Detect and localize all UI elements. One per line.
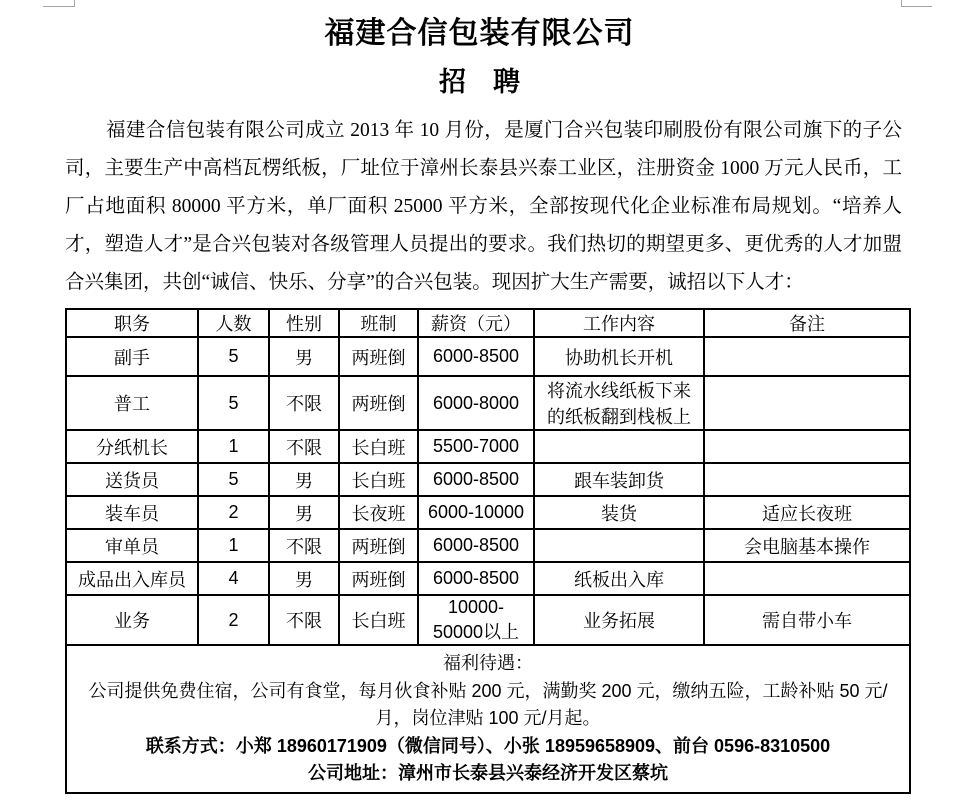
cell-position: 副手 xyxy=(66,337,198,376)
cell-salary: 5500-7000 xyxy=(418,430,534,463)
cell-headcount: 4 xyxy=(198,562,269,595)
cell-notes xyxy=(704,463,910,496)
margin-mark-top-left xyxy=(43,0,75,7)
intro-paragraph: 福建合信包装有限公司成立 2013 年 10 月份，是厦门合兴包装印刷股份有限公司旗下的子公司，主要生产中高档瓦楞纸板，厂址位于漳州长泰县兴泰工业区，注册资金 1000 万元人民币，工厂占地面积 80000 平方米，单厂面积 25000 平方米，全部按现代化企业标准布局规划。“培养人才，塑造人才”是合兴包装对各级管理人员提出的要求。我们热切的期望更多、更优秀的人才加盟合兴集团，共创“诚信、快乐、分享”的合兴包装。现因扩大生产需要，诚招以下人才： xyxy=(65,120,902,293)
cell-salary: 6000-10000 xyxy=(418,496,534,529)
table-row xyxy=(66,529,910,562)
col-header-gender: 性别 xyxy=(269,309,339,337)
cell-gender: 不限 xyxy=(269,430,339,463)
cell-salary: 6000-8500 xyxy=(418,562,534,595)
cell-gender: 男 xyxy=(269,337,339,376)
cell-salary: 10000-50000以上 xyxy=(418,595,534,645)
cell-salary: 6000-8000 xyxy=(418,376,534,430)
col-header-position: 职务 xyxy=(66,309,198,337)
cell-notes xyxy=(704,430,910,463)
cell-position: 送货员 xyxy=(66,463,198,496)
cell-gender: 不限 xyxy=(269,595,339,645)
table-row xyxy=(66,562,910,595)
jobs-table xyxy=(65,308,911,794)
welfare-body: 公司提供免费住宿，公司有食堂，每月伙食补贴 200 元，满勤奖 200 元，缴纳五险，工龄补贴 50 元/月，岗位津贴 100 元/月起。 xyxy=(88,680,888,729)
cell-duties xyxy=(534,430,704,463)
table-footer-row xyxy=(66,645,910,793)
cell-shift: 长白班 xyxy=(339,463,418,496)
table-row xyxy=(66,595,910,645)
cell-position: 普工 xyxy=(66,376,198,430)
cell-headcount: 5 xyxy=(198,463,269,496)
col-header-shift: 班制 xyxy=(339,309,418,337)
cell-gender: 男 xyxy=(269,496,339,529)
table-row xyxy=(66,463,910,496)
cell-duties: 业务拓展 xyxy=(534,595,704,645)
cell-duties xyxy=(534,529,704,562)
recruit-heading: 招 聘 xyxy=(439,67,520,97)
cell-duties: 将流水线纸板下来的纸板翻到栈板上 xyxy=(534,376,704,430)
table-row xyxy=(66,496,910,529)
cell-headcount: 5 xyxy=(198,337,269,376)
cell-duties: 纸板出入库 xyxy=(534,562,704,595)
cell-duties: 装货 xyxy=(534,496,704,529)
table-row xyxy=(66,376,910,430)
cell-shift: 两班倒 xyxy=(339,562,418,595)
cell-headcount: 5 xyxy=(198,376,269,430)
cell-shift: 两班倒 xyxy=(339,337,418,376)
cell-salary: 6000-8500 xyxy=(418,337,534,376)
cell-headcount: 1 xyxy=(198,430,269,463)
cell-shift: 长白班 xyxy=(339,595,418,645)
col-header-notes: 备注 xyxy=(704,309,910,337)
cell-headcount: 1 xyxy=(198,529,269,562)
cell-shift: 长夜班 xyxy=(339,496,418,529)
col-header-salary: 薪资（元） xyxy=(418,309,534,337)
company-title: 福建合信包装有限公司 xyxy=(324,17,635,50)
cell-salary: 6000-8500 xyxy=(418,463,534,496)
cell-gender: 不限 xyxy=(269,376,339,430)
col-header-duties: 工作内容 xyxy=(534,309,704,337)
cell-notes xyxy=(704,376,910,430)
contact-line: 联系方式：小郑 18960171909（微信同号）、小张 18959658909、前台 0596-8310500 xyxy=(145,735,831,756)
cell-notes: 适应长夜班 xyxy=(704,496,910,529)
cell-salary: 6000-8500 xyxy=(418,529,534,562)
cell-shift: 两班倒 xyxy=(339,529,418,562)
cell-notes xyxy=(704,337,910,376)
cell-headcount: 2 xyxy=(198,496,269,529)
cell-position: 成品出入库员 xyxy=(66,562,198,595)
cell-notes xyxy=(704,562,910,595)
col-header-headcount: 人数 xyxy=(198,309,269,337)
cell-shift: 长白班 xyxy=(339,430,418,463)
cell-headcount: 2 xyxy=(198,595,269,645)
cell-gender: 男 xyxy=(269,562,339,595)
cell-gender: 不限 xyxy=(269,529,339,562)
address-line: 公司地址：漳州市长泰县兴泰经济开发区蔡坑 xyxy=(308,763,668,784)
table-header-row xyxy=(66,309,910,337)
cell-notes: 会电脑基本操作 xyxy=(704,529,910,562)
table-row xyxy=(66,430,910,463)
cell-gender: 男 xyxy=(269,463,339,496)
cell-duties: 协助机长开机 xyxy=(534,337,704,376)
table-row xyxy=(66,337,910,376)
cell-position: 分纸机长 xyxy=(66,430,198,463)
cell-notes: 需自带小车 xyxy=(704,595,910,645)
cell-duties: 跟车装卸货 xyxy=(534,463,704,496)
margin-mark-top-right xyxy=(901,0,932,7)
cell-shift: 两班倒 xyxy=(339,376,418,430)
cell-position: 业务 xyxy=(66,595,198,645)
cell-position: 审单员 xyxy=(66,529,198,562)
cell-position: 装车员 xyxy=(66,496,198,529)
benefits-cell xyxy=(66,645,910,793)
welfare-title: 福利待遇： xyxy=(443,653,533,674)
